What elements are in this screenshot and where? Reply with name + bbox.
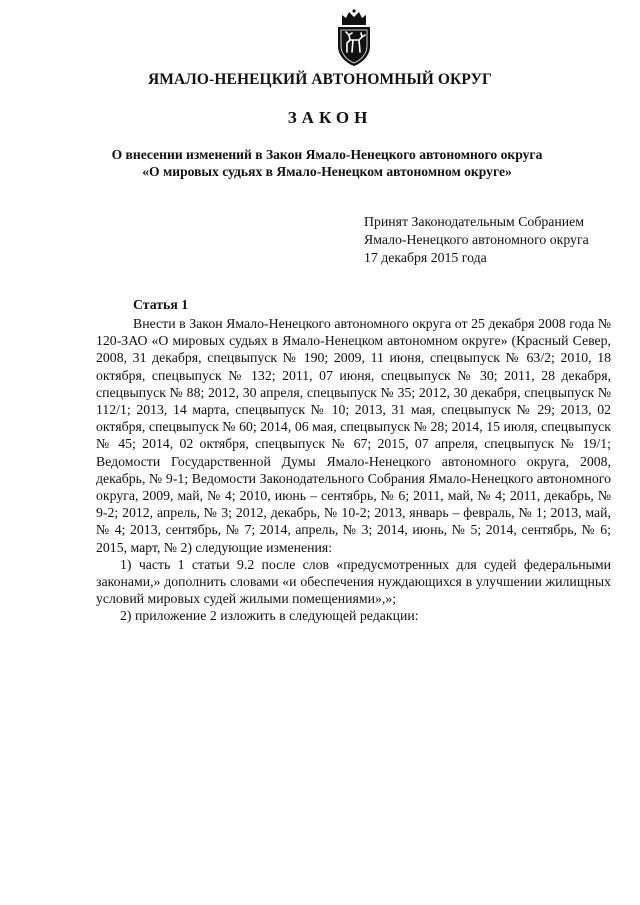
- law-title-line-1: О внесении изменений в Закон Ямало-Ненецкого автономного округа: [111, 147, 543, 162]
- amendment-item-2: 2) приложение 2 изложить в следующей редакции:: [120, 608, 419, 624]
- article-body: [96, 315, 611, 625]
- coat-of-arms-emblem-icon: [333, 8, 375, 68]
- amendment-item-1: 1) часть 1 статьи 9.2 после слов «предусмотренных для судей федеральными законами,» дополнить словами «и обеспечения нуждающихся в улучшении жилищных условий мировых судей жилыми помещениями»,»;: [96, 556, 611, 607]
- adoption-note-line-2: Ямало-Ненецкого автономного округа: [364, 232, 589, 247]
- article-title: Статья 1: [133, 297, 189, 312]
- law-title: [0, 146, 640, 180]
- law-title-line-2: «О мировых судьях в Ямало-Ненецком автономном округе»: [142, 164, 512, 179]
- document-type: ЗАКОН: [287, 108, 373, 127]
- adoption-date: 17 декабря 2015 года: [364, 250, 487, 265]
- region-name: ЯМАЛО-НЕНЕЦКИЙ АВТОНОМНЫЙ ОКРУГ: [147, 71, 493, 88]
- article-intro-paragraph: Внести в Закон Ямало-Ненецкого автономного округа от 25 декабря 2008 года № 120-ЗАО «О мировых судьях в Ямало-Ненецком автономном округе» (Красный Север, 2008, 31 декабря, спецвыпуск № 190; 2009, 11 июня, спецвыпуск № 63/2; 2010, 18 октября, спецвыпуск № 132; 2011, 07 июня, спецвыпуск № 30; 2011, 28 декабря, спецвыпуск № 88; 2012, 30 апреля, спецвыпуск № 35; 2012, 30 декабря, спецвыпуск № 112/1; 2013, 14 марта, спецвыпуск № 10; 2013, 31 мая, спецвыпуск № 29; 2013, 02 октября, спецвыпуск № 60; 2014, 06 мая, спецвыпуск № 28; 2014, 15 июля, спецвыпуск № 45; 2014, 02 октября, спецвыпуск № 67; 2015, 07 апреля, спецвыпуск № 19/1; Ведомости Государственной Думы Ямало-Ненецкого автономного округа, 2008, декабрь, № 9-1; Ведомости Законодательного Собрания Ямало-Ненецкого автономного округа, 2009, май, № 4; 2010, июнь – сентябрь, № 6; 2011, май, № 4; 2011, декабрь, № 9-2; 2012, апрель, № 3; 2012, декабрь, № 10-2; 2013, январь – февраль, № 1; 2013, май, № 4; 2013, сентябрь, № 7; 2014, апрель, № 3; 2014, июнь, № 5; 2014, сентябрь, № 6; 2015, март, № 2) следующие изменения:: [96, 316, 611, 555]
- adoption-note: [364, 213, 589, 267]
- adoption-note-line-1: Принят Законодательным Собранием: [364, 214, 584, 229]
